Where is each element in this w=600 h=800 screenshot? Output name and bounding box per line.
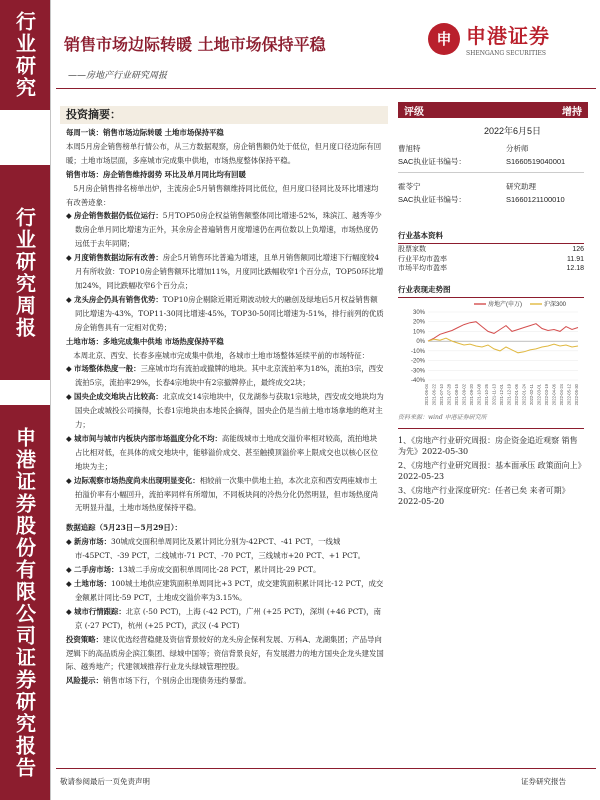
table-row: 行业平均市盈率 11.91 — [398, 255, 584, 263]
abstract-body — [66, 126, 384, 688]
x-tick-label: 2021-08-15 — [454, 384, 459, 406]
abstract-heading: 投资摘要： — [60, 106, 388, 124]
analyst-block: 霍苓宁 研究助理 SAC执业证书编号： S1660121100010 — [398, 182, 565, 204]
y-tick-label: -20% — [410, 358, 425, 365]
related-reports — [398, 428, 584, 510]
logo-name: 申港证券 — [466, 24, 550, 48]
x-tick-label: 2021-12-19 — [506, 384, 512, 406]
company-logo — [428, 20, 550, 57]
logo-english: SHENGANG SECURITIES — [466, 50, 546, 57]
page-subtitle: ——房地产行业研究周报 — [68, 71, 168, 81]
header-rule — [56, 88, 596, 89]
y-tick-label: 0% — [416, 339, 425, 346]
y-tick-label: 30% — [412, 310, 425, 316]
related-report-item: 3、《房地产行业深度研究：任者已矣 来者可期》2022-05-20 — [398, 486, 570, 506]
rating-label: 评级 — [404, 106, 424, 118]
footer-label: 证券研究报告 — [521, 777, 566, 786]
x-tick-label: 2021-12-01 — [499, 384, 504, 406]
report-date: 2022年6月5日 — [484, 126, 542, 136]
list-item: ◆ 城市间与城市内板块内部市场温度分化不均：高能级城市土地成交溢价率相对较高，流拍地块占比相对低，在具体的成交地块中，能够溢价成交、甚至触摸顶溢价率上限成交也以核心区位地块为主； — [66, 433, 379, 471]
x-tick-label: 2022-01-06 — [514, 384, 519, 406]
list-item: ◆ 龙头房企仍具有销售优势：TOP10房企剔除近期近期波动较大的融创及绿地后5月权益销售额同比增速为-43%，TOP11-30同比增速-45%，TOP30-50同比增速为-51%，排行前列的优质房企销售具有一定相对优势； — [66, 294, 384, 332]
industry-data-heading: 行业基本资料 — [398, 230, 584, 244]
x-tick-label: 2022-04-24 — [559, 384, 564, 406]
rating-bar — [398, 102, 588, 118]
list-item: ◆ 土地市场：100城土地供应建筑面积单周同比+3 PCT，成交建筑面积累计同比-12 PCT，成交金额累计同比-59 PCT，土地成交溢价率为3.15%。 — [66, 579, 384, 602]
analyst-divider — [398, 172, 584, 173]
x-tick-label: 2022-03-01 — [536, 384, 542, 406]
x-tick-label: 2021-07-10 — [439, 384, 444, 406]
analyst-block: 曹旭特 分析师 SAC执业证书编号： S1660519040001 — [398, 144, 566, 166]
x-tick-label: 2022-05-30 — [574, 384, 579, 406]
industry-data-table — [398, 245, 584, 274]
y-tick-label: 10% — [412, 329, 425, 336]
x-tick-label: 2021-11-13 — [491, 384, 497, 406]
sidebar-section-label: 行业研究 — [0, 0, 50, 110]
table-row: 股票家数 126 — [398, 246, 584, 253]
x-tick-label: 2021-09-02 — [461, 384, 467, 406]
y-tick-label: -30% — [410, 368, 425, 375]
related-report-item: 1、《房地产行业研究周报：房企资金追近观察 销售为先》2022-05-30 — [398, 436, 578, 456]
sidebar-company: 申港证券股份有限公司证券研究报告 — [0, 405, 50, 800]
legend-label: 房地产(申万) — [488, 302, 522, 308]
page-title: 销售市场边际转暖 土地市场保持平稳 — [64, 35, 326, 54]
list-item: ◆ 边际观察市场热度尚未出现明显变化：相较前一次集中供地土拍，本次北京和西安两座城市土拍溢价率有小幅回升，流拍率同样有所增加，不同板块间的冷热分化仍然明显，但市场热度尚无明显升温，土地市场热度保持平稳。 — [66, 475, 379, 513]
x-tick-label: 2021-10-08 — [476, 384, 482, 406]
sales-intro: 5月房企销售排名榜单出炉，主流房企5月销售额维持同比低位，但月度口径同比及环比增速均有改善迹象： — [66, 183, 379, 207]
land-label: 土地市场：多地完成集中供地 市场热度保持平稳 — [66, 336, 224, 346]
x-tick-label: 2022-05-12 — [566, 384, 572, 406]
x-tick-label: 2021-09-20 — [469, 384, 474, 406]
y-tick-label: -40% — [410, 378, 425, 384]
logo-badge-icon: 申 — [428, 23, 460, 55]
x-tick-label: 2021-10-26 — [484, 384, 489, 406]
list-item: ◆ 新房市场：30城成交面积单周同比及累计同比分别为-42PCT、-41 PCT，一线城市-45PCT、-39 PCT，二线城市-71 PCT、-70 PCT，三线城市+20 PCT、+1 PCT。 — [66, 537, 366, 561]
list-item: ◆ 二手房市场：13城二手房成交面积单周同比-28 PCT，累计同比-29 PCT。 — [66, 565, 321, 575]
performance-chart — [398, 298, 584, 410]
y-tick-label: 20% — [412, 319, 425, 326]
list-item: ◆ 月度销售数据边际有改善：房企5月销售环比普遍为增速，且单月销售额同比增速下行幅度较4月有所收敛：TOP10房企销售额环比增加11%，月度同比跌幅收窄1个百分点，TOP50环比增加24%，同比跌幅收窄6个百分点； — [66, 253, 384, 290]
x-tick-label: 2022-03-19 — [544, 384, 549, 406]
list-item: ◆ 房企销售数据仍低位运行：5月TOP50房企权益销售额整体同比增速-52%，珠滨江、越秀等少数房企单月同比增速为正外，其余房企普遍销售月度增速仍在两位数以上负增速，市场热度仍远低于去年同期； — [66, 211, 382, 249]
x-tick-label: 2022-04-06 — [551, 384, 557, 406]
list-item: ◆ 市场整体热度一般：三座城市均有流拍或撤牌的地块。其中北京流拍率为18%，流拍3宗，西安流拍5宗，流拍率29%，长春4宗地块中有2宗撤牌停止，最终成交2块； — [66, 364, 384, 388]
footer-disclaimer: 敬请参阅最后一页免责声明 — [60, 777, 150, 786]
x-tick-label: 2022-01-24 — [521, 384, 527, 406]
weekly-view-label: 每周一谈：销售市场边际转暖 土地市场保持平稳 — [66, 128, 224, 137]
land-intro: 本周北京、西安、长春多座城市完成集中供地，各城市土地市场整体延续平前的市场特征： — [73, 350, 370, 360]
x-tick-label: 2021-07-28 — [446, 384, 452, 406]
y-tick-label: -10% — [410, 348, 425, 355]
x-tick-label: 2022-02-11 — [529, 384, 534, 406]
legend-label: 沪深300 — [544, 302, 567, 308]
tracking-label: 数据追踪（5月23日－5月29日）： — [66, 523, 182, 533]
sales-label: 销售市场：房企销售维持弱势 环比及单月同比均有回暖 — [66, 169, 246, 179]
list-item: ◆ 城市行情跟踪：北京 (-50 PCT)，上海 (-42 PCT)，广州 (+25 PCT)，深圳 (+46 PCT)，南京 (-27 PCT)，杭州 (+25 PCT)，武汉 (-4 PCT) — [66, 606, 381, 630]
risk-warning: 风险提示：销售市场下行，个别房企出现债务违约暴雷。 — [66, 676, 251, 686]
x-tick-label: 2021-06-22 — [431, 384, 437, 406]
x-tick-label: 2021-06-04 — [424, 384, 429, 406]
rating-value: 增持 — [562, 106, 582, 118]
weekly-view-text: 本周5月房企销售榜单行情公布，从三方数据观察，房企销售额仍处于低位，但月度口径边际有回暖；土地市场层面，多座城市完成集中供地，市场热度整体保持平稳。 — [66, 141, 382, 165]
related-report-item: 2、《房地产行业研究周报：基本面承压 政策面向上》2022-05-23 — [398, 461, 582, 481]
chart-title: 行业表现走势图 — [398, 284, 584, 298]
list-item: ◆ 国央企成交地块占比较高：北京成交14宗地块中，仅龙湖参与获取1宗地块，西安成交地块均为国央企或城投公司摘得，长春1宗地块由本地民企摘得，国央企仍是当前土地市场拿地的绝对主力； — [66, 392, 384, 430]
sidebar-report-type: 行业研究周报 — [0, 165, 50, 380]
vertical-divider — [50, 0, 51, 800]
chart-source: 资料来源：wind 申港证券研究所 — [398, 414, 487, 421]
investment-strategy: 投资策略：建议优选经营稳健及资信背景较好的龙头房企保利发展、万科A、龙湖集团；产品导向逻辑下的高品质房企滨江集团、绿城中国等；资信背景良好，有发展潜力的地方国央企龙头建发国际、越秀地产；代建领域推荐行业龙头绿城管理控股。 — [66, 634, 384, 672]
table-row: 市场平均市盈率 12.18 — [398, 265, 584, 272]
footer-rule — [56, 768, 596, 769]
